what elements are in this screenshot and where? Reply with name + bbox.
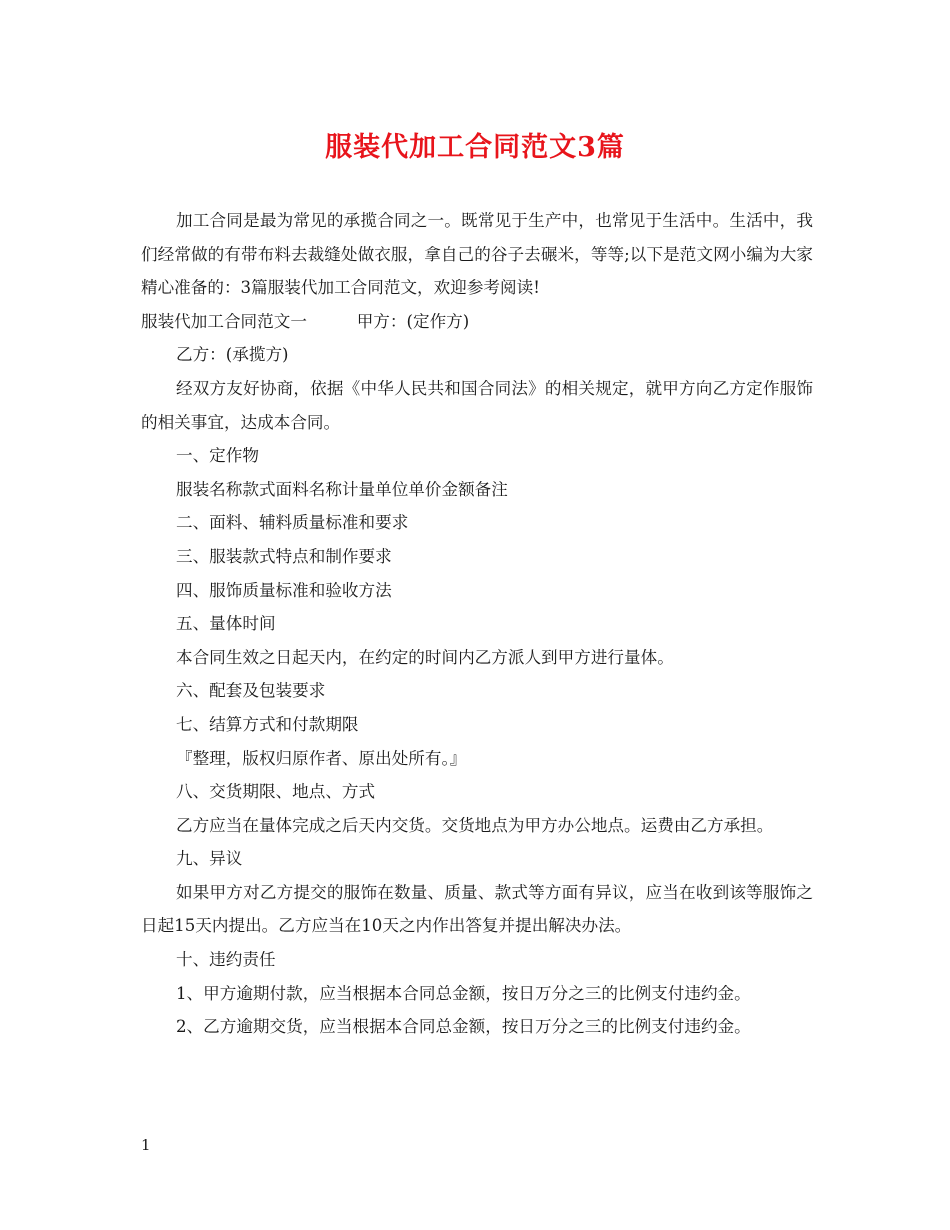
document-body — [141, 204, 813, 1044]
paragraph-copyright-note: 『整理，版权归原作者、原出处所有。』 — [176, 748, 467, 768]
section-heading-10: 十、违约责任 — [176, 950, 276, 970]
paragraph-delivery: 乙方应当在量体完成之后天内交货。交货地点为甲方办公地点。运费由乙方承担。 — [176, 815, 774, 835]
section-heading-5: 五、量体时间 — [176, 614, 276, 634]
section-heading-2: 二、面料、辅料质量标准和要求 — [176, 513, 409, 533]
section-heading-1: 一、定作物 — [176, 446, 259, 466]
paragraph-preamble: 经双方友好协商，依据《中华人民共和国合同法》的相关规定，就甲方向乙方定作服饰的相关事宜，达成本合同。 — [141, 378, 813, 432]
section-heading-7: 七、结算方式和付款期限 — [176, 714, 359, 734]
paragraph-measure-time: 本合同生效之日起天内，在约定的时间内乙方派人到甲方进行量体。 — [176, 647, 674, 667]
paragraph-party-b: 乙方：(承揽方) — [176, 345, 289, 365]
paragraph-contract-heading: 服装代加工合同范文一 甲方：(定作方) — [141, 311, 470, 331]
section-heading-9: 九、异议 — [176, 849, 243, 869]
document-title: 服装代加工合同范文3篇 — [325, 132, 625, 163]
section-heading-4: 四、服饰质量标准和验收方法 — [176, 580, 392, 600]
paragraph-objection: 如果甲方对乙方提交的服饰在数量、质量、款式等方面有异议，应当在收到该等服饰之日起15天内提出。乙方应当在10天之内作出答复并提出解决办法。 — [141, 882, 813, 936]
section-heading-8: 八、交货期限、地点、方式 — [176, 782, 376, 802]
section-heading-6: 六、配套及包装要求 — [176, 681, 326, 701]
paragraph-item-columns: 服装名称款式面料名称计量单位单价金额备注 — [176, 479, 508, 499]
paragraph-liability-2: 2、乙方逾期交货，应当根据本合同总金额，按日万分之三的比例支付违约金。 — [176, 1017, 751, 1037]
page-number: 1 — [141, 1136, 151, 1154]
paragraph-liability-1: 1、甲方逾期付款，应当根据本合同总金额，按日万分之三的比例支付违约金。 — [176, 983, 751, 1003]
paragraph-intro: 加工合同是最为常见的承揽合同之一。既常见于生产中，也常见于生活中。生活中，我们经常做的有带布料去裁缝处做衣服，拿自己的谷子去碾米，等等;以下是范文网小编为大家精心准备的：3篇服装代加工合同范文，欢迎参考阅读! — [141, 211, 813, 298]
section-heading-3: 三、服装款式特点和制作要求 — [176, 546, 392, 566]
